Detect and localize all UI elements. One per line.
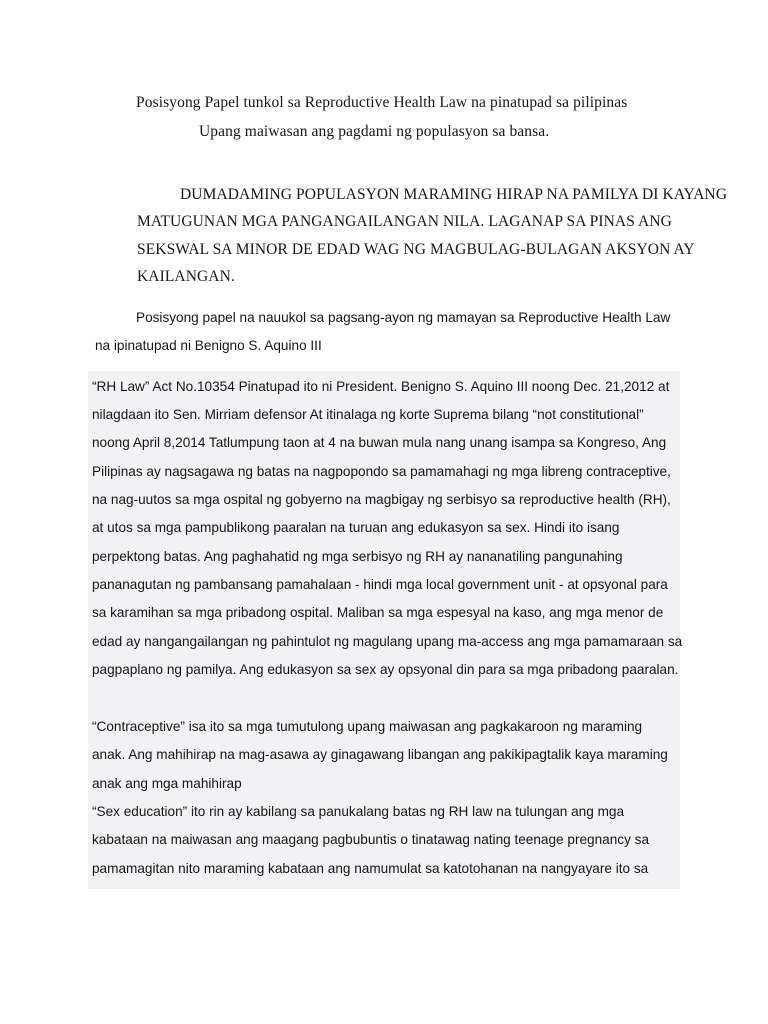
rh-law-paragraph-line: edad ay nangangailangan ng pahintulot ng magulang upang ma-access ang mga pamamaraan sa — [92, 634, 683, 649]
rh-law-paragraph-line: pananagutan ng pambansang pamahalaan - hindi mga local government unit - at opsyonal para — [92, 577, 668, 592]
intro-caps-line: KAILANGAN. — [137, 268, 235, 285]
document-title-subline: Upang maiwasan ang pagdami ng populasyon sa bansa. — [199, 123, 550, 140]
contraceptive-paragraph-line: anak ang mga mahihirap — [92, 776, 242, 791]
thesis-line: na ipinatupad ni Benigno S. Aquino III — [95, 338, 322, 353]
rh-law-paragraph-line: at utos sa mga pampublikong paaralan na turuan ang edukasyon sa sex. Hindi ito isang — [92, 520, 620, 535]
rh-law-paragraph-line: pagpaplano ng pamilya. Ang edukasyon sa sex ay opsyonal din para sa mga pribadong paaralan. — [92, 662, 679, 677]
rh-law-paragraph-line: nilagdaan ito Sen. Mirriam defensor At itinalaga ng korte Suprema bilang “not constitutional” — [92, 407, 644, 422]
thesis-line: Posisyong papel na nauukol sa pagsang-ayon ng mamayan sa Reproductive Health Law — [136, 310, 671, 325]
rh-law-paragraph-line: Pilipinas ay nagsagawa ng batas na nagpopondo sa pamamahagi ng mga libreng contraceptive, — [92, 464, 671, 479]
intro-caps-line: MATUGUNAN MGA PANGANGAILANGAN NILA. LAGANAP SA PINAS ANG — [137, 213, 672, 230]
sex-education-paragraph-line: pamamagitan nito maraming kabataan ang namumulat sa katotohanan na nangyayare ito sa — [92, 861, 649, 876]
rh-law-paragraph-line: sa karamihan sa mga pribadong ospital. Maliban sa mga espesyal na kaso, ang mga menor de — [92, 605, 664, 620]
rh-law-paragraph-line: perpektong batas. Ang paghahatid ng mga serbisyo ng RH ay nananatiling pangunahing — [92, 549, 623, 564]
rh-law-paragraph-line: “RH Law” Act No.10354 Pinatupad ito ni President. Benigno S. Aquino III noong Dec. 21,2012 at — [92, 379, 670, 394]
rh-law-paragraph-line: noong April 8,2014 Tatlumpung taon at 4 na buwan mula nang unang isampa sa Kongreso, Ang — [92, 435, 667, 450]
intro-caps-line: DUMADAMING POPULASYON MARAMING HIRAP NA PAMILYA DI KAYANG — [180, 186, 728, 203]
contraceptive-paragraph-line: “Contraceptive” isa ito sa mga tumutulong upang maiwasan ang pagkakaroon ng maraming — [92, 719, 643, 734]
sex-education-paragraph-line: kabataan na maiwasan ang maagang pagbubuntis o tinatawag nating teenage pregnancy sa — [92, 832, 650, 847]
intro-caps-line: SEKSWAL SA MINOR DE EDAD WAG NG MAGBULAG-BULAGAN AKSYON AY — [137, 241, 695, 258]
contraceptive-paragraph-line: anak. Ang mahihirap na mag-asawa ay ginagawang libangan ang pakikipagtalik kaya maraming — [92, 747, 668, 762]
sex-education-paragraph-line: “Sex education” ito rin ay kabilang sa panukalang batas ng RH law na tulungan ang mga — [92, 804, 625, 819]
document-title: Posisyong Papel tunkol sa Reproductive Health Law na pinatupad sa pilipinas — [136, 94, 628, 111]
rh-law-paragraph-line: na nag-uutos sa mga ospital ng gobyerno na magbigay ng serbisyo sa reproductive health (RH), — [92, 492, 671, 507]
